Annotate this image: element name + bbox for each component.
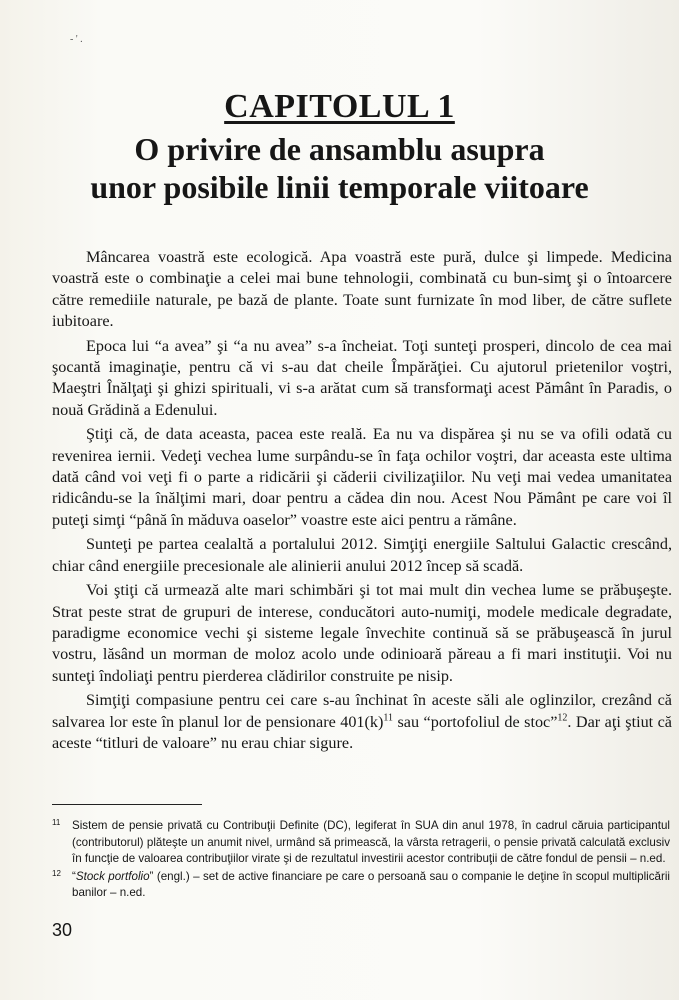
chapter-title-line-2: unor posibile linii temporale viitoare bbox=[90, 169, 589, 205]
corner-mark: - ' . bbox=[70, 34, 83, 45]
chapter-label: CAPITOLUL 1 bbox=[224, 88, 455, 125]
paragraph: Epoca lui “a avea” şi “a nu avea” s-a încheiat. Toţi sunteţi prosperi, dincolo de cea mai şocantă imaginaţie, pentru că vi s-au dat cheile Împărăţiei. Cu ajutorul prietenilor voştri, Maeştri Înălţaţi şi ghizi spirituali, vi s-a arătat cum să transformaţi acest Pământ în Paradis, o nouă Grădină a Edenului. bbox=[52, 336, 672, 419]
chapter-heading bbox=[0, 88, 679, 206]
footnote-divider bbox=[52, 804, 202, 805]
body-text bbox=[52, 247, 672, 757]
footnote bbox=[52, 869, 670, 902]
footnotes bbox=[52, 818, 670, 903]
paragraph-text: Simţiţi compasiune pentru cei care s-au închinat în aceste săli ale oglinzilor, crezând că salvarea lor este în planul lor de pensionare 401(k) bbox=[52, 691, 672, 731]
chapter-title-line-1: O privire de ansamblu asupra bbox=[134, 131, 545, 167]
footnote bbox=[52, 818, 670, 868]
paragraph: Ştiţi că, de data aceasta, pacea este reală. Ea nu va dispărea şi nu se va ofili odată cu revenirea iernii. Vedeţi vechea lume surpându-se în faţa ochilor voştri, dar aceasta este ultima dată când voi veţi fi o parte a ridicării şi căderii civilizaţiilor. Nu veţi mai vedea umanitatea ridicându-se la înălţimi mari, doar pentru a cădea din nou. Acest Nou Pământ pe care voi îl puteţi simţi “până în măduva oaselor” voastre este aici pentru a rămâne. bbox=[52, 425, 672, 529]
paragraph-text: sau “portofoliul de stoc” bbox=[393, 712, 558, 731]
footnote-definition: (engl.) – set de active financiare pe care o persoană sau o companie le deţine în scopul multiplicării banilor – n.ed. bbox=[72, 869, 670, 899]
footnote-text: Sistem de pensie privată cu Contribuţii Definite (DC), legiferat în SUA din anul 1978, în cadrul căruia participantul (contributorul) plăteşte un anumit nivel, urmând să primească, la vârsta retragerii, o pensie privată calculată exclusiv în funcţie de valoarea contribuţiilor virate şi de rezultatul investirii acestor contribuţii de către fondul de pensii – n.ed. bbox=[72, 819, 670, 865]
chapter-title bbox=[0, 130, 679, 206]
footnote-number: 11 bbox=[52, 818, 61, 827]
footnote-ref[interactable]: 11 bbox=[383, 712, 394, 724]
footnote-text: “Stock portfolio” (engl.) – set de active financiare pe care o persoană sau o companie le deţine în scopul multiplicării banilor – n.ed. bbox=[72, 869, 670, 899]
page-number: 30 bbox=[52, 920, 73, 940]
footnote-number: 12 bbox=[52, 868, 61, 878]
paragraph: Mâncarea voastră este ecologică. Apa voastră este pură, dulce şi limpede. Medicina voastră este o combinaţie a celei mai bune tehnologii, combinată cu bun-simţ şi o întoarcere către remediile naturale, pe bază de plante. Toate sunt furnizate în mod liber, de către suflete iubitoare. bbox=[52, 248, 672, 331]
show-through-text bbox=[52, 38, 672, 60]
paragraph bbox=[52, 690, 672, 754]
paragraph: Sunteţi pe partea cealaltă a portalului 2012. Simţiţi energiile Saltului Galactic crescând, chiar când energiile precesionale ale alinierii anului 2012 încep să scadă. bbox=[52, 535, 672, 575]
paragraph: Voi ştiţi că urmează alte mari schimbări şi tot mai mult din vechea lume se prăbuşeşte. Strat peste strat de grupuri de interese, conducători auto-numiţi, modele medicale degradate, paradigme economice vechi şi sisteme legale învechite continuă să se prăbuşească în jurul vostru, lăsând un morman de moloz acolo unde odinioară păreau a fi mari instituţii. Voi nu sunteţi îndoliaţi pentru pierderea clădirilor construite pe nisip. bbox=[52, 581, 672, 685]
paragraph-text: . Dar aţi ştiut că aceste “titluri de valoare” nu erau chiar sigure. bbox=[52, 712, 672, 752]
footnote-ref[interactable]: 12 bbox=[557, 712, 568, 724]
footnote-term: Stock portfolio bbox=[75, 869, 150, 883]
